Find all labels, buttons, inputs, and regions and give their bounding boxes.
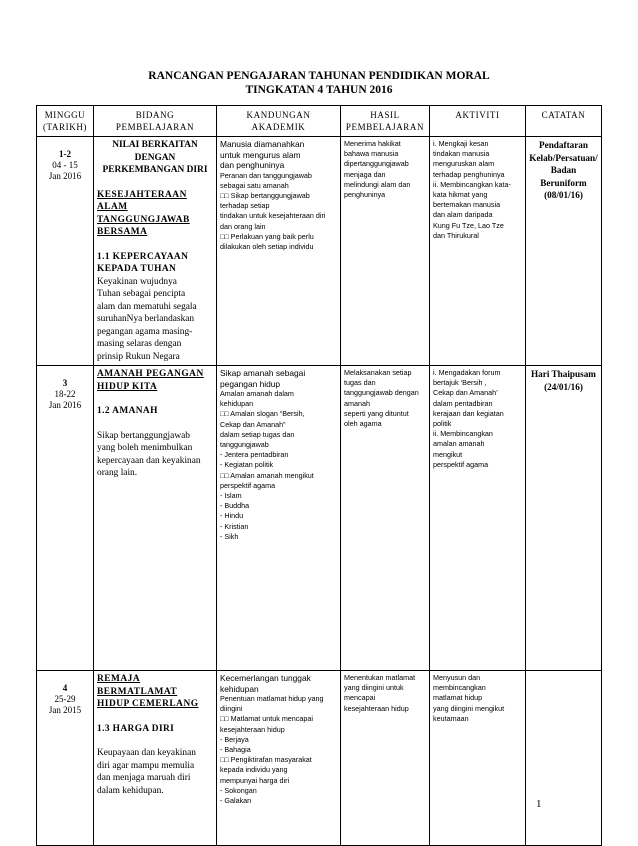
aktiviti-line: Menyusun dan	[433, 673, 481, 682]
catatan-cell	[526, 671, 602, 846]
kandungan-heading-line: dan penghuninya	[220, 160, 285, 170]
bidang-cell	[94, 137, 217, 366]
bidang-heading-line: PERKEMBANGAN DIRI	[102, 165, 208, 175]
aktiviti-line: kerajaan dan kegiatan	[433, 408, 504, 418]
week-dates: 04 - 15	[52, 160, 78, 170]
catatan-line: (24/01/16)	[544, 381, 583, 392]
catatan-line: Badan	[550, 165, 577, 175]
bidang-topic-line: HIDUP KITA	[97, 381, 158, 392]
kandungan-line: Amalan amanah dalam	[220, 389, 294, 398]
week-dates: 25-29	[54, 694, 76, 704]
hasil-line: tanggungjawab dengan	[344, 388, 419, 398]
kandungan-cell	[217, 671, 341, 846]
aktiviti-line: amalan amanah	[433, 439, 485, 449]
hasil-line: Menentukan matlamat	[344, 673, 416, 682]
bidang-topic-line: ALAM	[97, 202, 128, 212]
kandungan-heading-line: Kecemerlangan tunggak	[220, 673, 311, 683]
bidang-heading-line: NILAI BERKAITAN	[112, 140, 198, 150]
header-hasil: HASIL PEMBELAJARAN	[341, 106, 430, 137]
kandungan-line: - Galakan	[220, 796, 252, 806]
kandungan-line: □□ Sikap bertanggungjawab	[220, 190, 310, 200]
aktiviti-line: ii. Membincangkan	[433, 429, 493, 439]
catatan-cell	[526, 137, 602, 366]
bidang-topic-line: BERMATLAMAT	[97, 686, 178, 697]
kandungan-line: □□ Perlakuan yang baik perlu	[220, 231, 314, 241]
aktiviti-line: yang diingini mengikut	[433, 703, 505, 713]
week-number: 3	[62, 378, 68, 388]
kandungan-line: Cekap dan Amanah”	[220, 419, 286, 429]
kandungan-line: kehidupan	[220, 399, 254, 409]
bidang-description-line: masing selaras dengan	[97, 339, 182, 349]
hasil-line: Menerima hakikat	[344, 139, 401, 148]
lesson-plan-table	[36, 105, 602, 846]
aktiviti-line: dan Thirukural	[433, 230, 479, 240]
bidang-topic-line: REMAJA	[97, 674, 141, 684]
hasil-line: seperti yang dituntut	[344, 408, 409, 418]
bidang-description-line: Keyakinan wujudnya	[97, 276, 177, 287]
kandungan-line: sebagai satu amanah	[220, 180, 289, 190]
kandungan-line: - Sikh	[220, 531, 239, 541]
hasil-line: kesejahteraan hidup	[344, 703, 409, 713]
aktiviti-line: perspektif agama	[433, 459, 489, 469]
kandungan-line: - Buddha	[220, 501, 250, 511]
week-month: Jan 2015	[48, 705, 82, 715]
header-row	[37, 106, 602, 137]
aktiviti-line: matlamat hidup	[433, 693, 483, 703]
aktiviti-line: mengikut	[433, 449, 463, 459]
aktiviti-cell	[430, 671, 526, 846]
kandungan-line: mempunyai harga diri	[220, 775, 290, 785]
hasil-line: mencapai	[344, 693, 376, 703]
week-number: 1-2	[59, 149, 71, 159]
week-number: 4	[62, 683, 68, 693]
bidang-topic-line: BERSAMA	[97, 227, 148, 237]
kandungan-line: tanggungjawab	[220, 440, 269, 450]
kandungan-line: - Kegiatan politik	[220, 460, 274, 470]
document-subtitle: TINGKATAN 4 TAHUN 2016	[245, 84, 393, 96]
kandungan-heading-line: Manusia diamanahkan	[220, 139, 305, 149]
bidang-topic-line: TANGGUNGJAWAB	[97, 214, 190, 225]
kandungan-line: □□ Pengiktirafan masyarakat	[220, 755, 312, 765]
bidang-subtopic-line: 1.2 AMANAH	[97, 406, 158, 416]
bidang-description-line: suruhanNya berlandaskan	[97, 314, 195, 324]
hasil-line: oleh agama	[344, 419, 382, 429]
header-kandungan: KANDUNGAN AKADEMIK	[217, 106, 341, 137]
bidang-heading-line: DENGAN	[134, 152, 176, 163]
aktiviti-line: dan alam daripada	[433, 210, 493, 220]
bidang-description-line: orang lain.	[97, 468, 138, 478]
aktiviti-cell	[430, 366, 526, 671]
catatan-cell	[526, 366, 602, 671]
bidang-description-line: diri agar mampu memulia	[97, 760, 195, 771]
aktiviti-cell	[430, 137, 526, 366]
table-row	[37, 137, 602, 366]
bidang-description-line: Tuhan sebagai pencipta	[97, 289, 186, 299]
header-catatan: CATATAN	[526, 106, 602, 137]
header-minggu: MINGGU (TARIKH)	[37, 106, 94, 137]
aktiviti-line: i. Mengkaji kesan	[433, 139, 489, 148]
catatan-line: Hari Thaipusam	[531, 369, 596, 379]
aktiviti-line: bertajuk ‘Bersih ,	[433, 378, 487, 388]
aktiviti-line: keutamaan	[433, 713, 469, 723]
kandungan-line: - Islam	[220, 491, 242, 501]
kandungan-line: - Berjaya	[220, 734, 249, 744]
bidang-cell	[94, 366, 217, 671]
hasil-line: penghuninya	[344, 190, 386, 200]
hasil-line: bahawa manusia	[344, 149, 399, 159]
kandungan-cell	[217, 137, 341, 366]
bidang-description-line: Keupayaan dan keyakinan	[97, 748, 196, 758]
kandungan-line: □□ Matlamat untuk mencapai	[220, 714, 313, 724]
header-aktiviti: AKTIVITI	[430, 106, 526, 137]
week-month: Jan 2016	[48, 171, 82, 181]
bidang-topic-line: KESEJAHTERAAN	[97, 189, 187, 200]
bidang-description-line: pegangan agama masing-	[97, 326, 193, 337]
aktiviti-line: bertemakan manusia	[433, 200, 501, 210]
hasil-cell	[341, 366, 430, 671]
aktiviti-line: kata hikmat yang	[433, 190, 488, 200]
kandungan-line: Penentuan matlamat hidup yang	[220, 694, 324, 703]
bidang-subtopic-line: KEPADA TUHAN	[97, 264, 177, 274]
aktiviti-line: politik	[433, 419, 452, 429]
kandungan-heading-line: pegangan hidup	[220, 378, 281, 389]
kandungan-line: - Hindu	[220, 511, 244, 521]
bidang-description-line: kepercayaan dan keyakinan	[97, 455, 201, 466]
aktiviti-line: i. Mengadakan forum	[433, 368, 501, 377]
bidang-topic-line: AMANAH PEGANGAN	[97, 369, 204, 379]
aktiviti-line: dalam pentadbiran	[433, 398, 493, 408]
kandungan-line: perspektif agama	[220, 480, 276, 490]
hasil-line: tugas dan	[344, 378, 376, 388]
week-dates: 18-22	[54, 389, 76, 399]
bidang-topic-line: HIDUP CEMERLANG	[97, 699, 199, 709]
kandungan-line: Peranan dan tanggungjawab	[220, 170, 312, 180]
kandungan-line: - Sokongan	[220, 785, 257, 795]
kandungan-line: kepada individu yang	[220, 765, 288, 775]
table-row	[37, 366, 602, 671]
hasil-line: melindungi alam dan	[344, 179, 411, 189]
aktiviti-line: Cekap dan Amanah’	[433, 388, 498, 398]
hasil-line: yang diingini untuk	[344, 683, 404, 693]
hasil-line: amanah	[344, 398, 370, 408]
kandungan-cell	[217, 366, 341, 671]
catatan-line: (08/01/16)	[544, 190, 583, 200]
catatan-line: Kelab/Persatuan/	[529, 152, 598, 163]
table-row	[37, 671, 602, 846]
aktiviti-line: menguruskan alam	[433, 159, 495, 169]
aktiviti-line: membincangkan	[433, 683, 486, 693]
kandungan-line: - Kristian	[220, 521, 249, 531]
catatan-line: Beruniform	[540, 177, 587, 188]
kandungan-heading-line: untuk mengurus alam	[220, 149, 301, 160]
kandungan-line: □□ Amalan amanah mengikut	[220, 470, 314, 480]
hasil-line: Melaksanakan setiap	[344, 368, 412, 377]
aktiviti-line: ii. Membincangkan kata-	[433, 179, 511, 189]
bidang-subtopic-line: 1.3 HARGA DIRI	[97, 723, 175, 734]
week-cell	[37, 137, 94, 366]
bidang-description-line: alam dan mematuhi segala	[97, 301, 197, 312]
hasil-line: dipertanggungjawab	[344, 159, 409, 169]
kandungan-line: terhadap setiap	[220, 201, 270, 211]
bidang-subtopic-line: 1.1 KEPERCAYAAN	[97, 251, 189, 262]
kandungan-line: dilakukan oleh setiap individu	[220, 241, 314, 251]
header-bidang: BIDANG PEMBELAJARAN	[94, 106, 217, 137]
hasil-cell	[341, 137, 430, 366]
week-cell	[37, 671, 94, 846]
week-cell	[37, 366, 94, 671]
hasil-cell	[341, 671, 430, 846]
kandungan-line: diingini	[220, 704, 243, 714]
kandungan-line: dan orang lain	[220, 221, 266, 231]
bidang-cell	[94, 671, 217, 846]
bidang-description-line: dalam kehidupan.	[97, 785, 164, 796]
document-title: RANCANGAN PENGAJARAN TAHUNAN PENDIDIKAN MORAL	[148, 70, 490, 82]
bidang-description-line: dan menjaga maruah diri	[97, 773, 191, 783]
aktiviti-line: Kung Fu Tze, Lao Tze	[433, 220, 504, 230]
kandungan-heading-line: Sikap amanah sebagai	[220, 368, 306, 378]
aktiviti-line: terhadap penghuninya	[433, 169, 505, 179]
kandungan-line: □□ Amalan slogan “Bersih,	[220, 409, 305, 419]
kandungan-heading-line: kehidupan	[220, 683, 259, 694]
kandungan-line: - Bahagia	[220, 745, 251, 755]
aktiviti-line: tindakan manusia	[433, 149, 490, 159]
catatan-line: Pendaftaran	[539, 140, 588, 150]
page-number: 1	[536, 798, 542, 810]
kandungan-line: - Jentera pentadbiran	[220, 450, 289, 460]
kandungan-line: dalam setiap tugas dan	[220, 429, 295, 439]
hasil-line: menjaga dan	[344, 169, 386, 179]
kandungan-line: tindakan untuk kesejahteraan diri	[220, 211, 326, 221]
bidang-description-line: yang boleh menimbulkan	[97, 443, 193, 453]
week-month: Jan 2016	[48, 400, 82, 410]
bidang-description-line: Sikap bertanggungjawab	[97, 430, 190, 441]
kandungan-line: kesejahteraan hidup	[220, 724, 285, 734]
bidang-description-line: prinsip Rukun Negara	[97, 351, 180, 362]
